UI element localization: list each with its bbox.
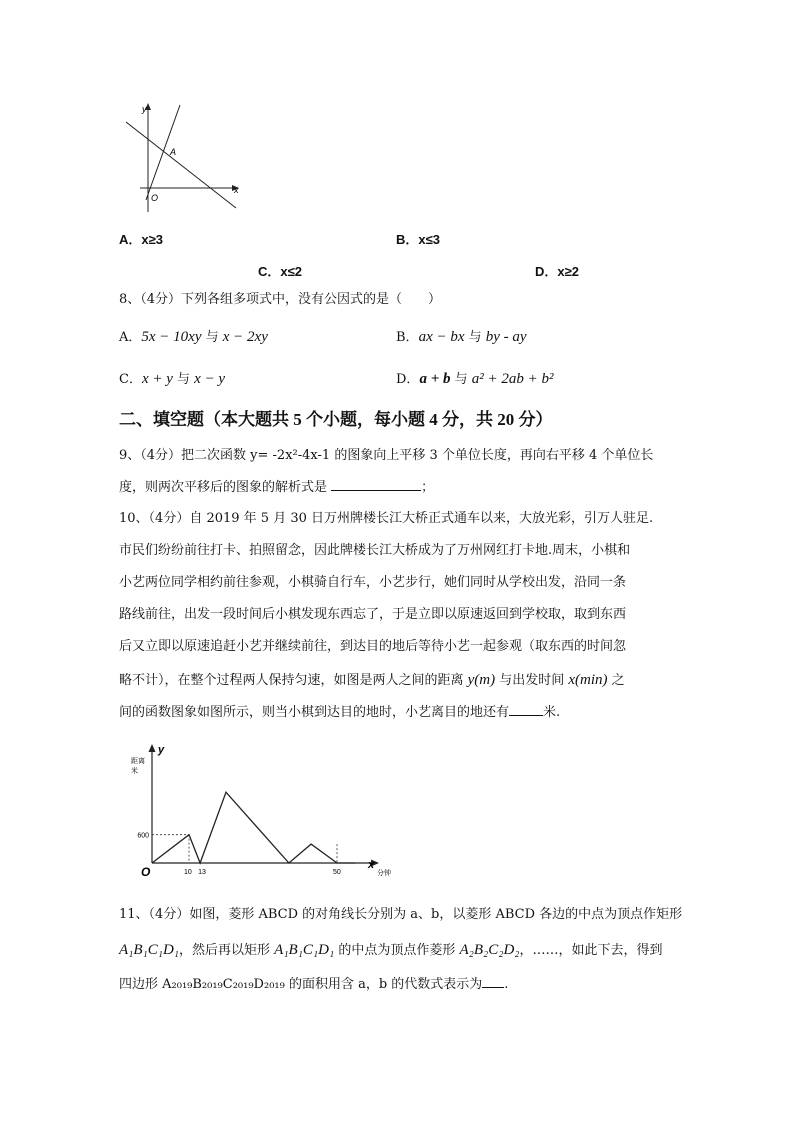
q8-d-expr1: a + b [419,371,451,387]
q8-c-expr2: x − y [194,371,226,387]
q9-line-1: 9、（4分）把二次函数 y= -2x²-4x-1 的图象向上平移 3 个单位长度，再向右平移 4 个单位长 [119,448,654,463]
q10-line-6-text: 略不计），在整个过程两人保持匀速，如图是两人之间的距离 [119,673,468,688]
q10-line-7-text: 间的函数图象如图所示，则当小棋到达目的地时，小艺离目的地还有 [119,705,510,720]
q10-line-5: 后又立即以原速追赶小艺并继续前往，到达目的地后等待小艺一起参观（取东西的时间忽 [119,639,627,654]
q8-b-join: 与 [464,330,486,345]
y-tick-label-600: 600 [137,832,149,840]
section-2-heading: 二、填空题（本大题共 5 个小题，每小题 4 分，共 20 分） [119,410,553,429]
q11-rect-a1b1c1d1-again: A₁B₁C₁D₁ [274,942,335,958]
q10-line-4: 路线前往，出发一段时间后小棋发现东西忘了，于是立即以原速返回到学校取，取到东西 [119,607,627,622]
q8-c-join: 与 [172,372,195,387]
q8-c-expr1: x + y [141,371,173,387]
q9-line-2-end: ； [421,480,435,495]
x-tick-label-50: 50 [333,869,341,876]
q11-answer-blank[interactable] [482,973,504,988]
q8-option-a-letter: A． [119,330,142,345]
q11-rect-a1b1c1d1: A₁B₁C₁D₁ [119,942,180,958]
point-a-label: A [170,147,177,157]
q8-option-b[interactable] [396,326,527,346]
q10-answer-blank[interactable] [509,701,543,716]
q9-answer-blank[interactable] [331,476,421,491]
q10-y-m: y(m) [467,672,496,688]
q10-line-6-end: 之 [607,673,625,688]
q9-block [119,440,679,504]
origin-label: O [141,865,151,879]
q11-line-3 [119,970,679,1000]
q7-line-graph [118,100,248,215]
q10-distance-chart [130,742,392,880]
q8-d-join: 与 [450,372,472,387]
q8-stem: 8、（4分）下列各组多项式中，没有公因式的是（ ） [119,292,442,307]
q8-b-expr2: by - ay [485,329,527,345]
q11-line-3-text: 四边形 A₂₀₁₉B₂₀₁₉C₂₀₁₉D₂₀₁₉ 的面积用含 a，b 的代数式表示为 [119,977,483,992]
origin-label: O [151,193,159,203]
q8-b-expr1: ax − bx [418,329,465,345]
x-tick-label-10: 10 [184,869,192,876]
y-axis-arrow [149,744,156,752]
q10-line-7 [119,697,679,729]
x-axis-label: x [234,185,239,195]
q8-a-expr1: 5x − 10xy [141,329,202,345]
decreasing-line [126,122,236,208]
y-axis-title-line-1: 距离 [131,758,145,765]
q8-a-expr2: x − 2xy [222,329,268,345]
q10-line-2: 市民们纷纷前往打卡、拍照留念，因此牌楼长江大桥成为了万州网红打卡地.周末，小棋和 [119,543,631,558]
y-axis-label: y [142,104,147,114]
q8-option-c[interactable] [119,368,225,388]
q10-block [119,503,679,729]
q8-option-a[interactable] [119,326,268,346]
x-axis-letter: x [368,859,375,871]
q9-line-2 [119,472,679,504]
q7-option-c[interactable]: C．x≤2 [258,264,302,279]
q9-line-2-text: 度，则两次平移后的图象的解析式是 [119,480,332,495]
q11-line-3-end: . [504,977,509,992]
q11-line-1: 11、（4分）如图，菱形 ABCD 的对角线长分别为 a、b，以菱形 ABCD 各边的中点为顶点作矩形 [119,907,683,922]
q10-x-min: x(min) [568,672,608,688]
q8-d-expr2: a² + 2ab + b² [471,371,554,387]
y-axis-letter: y [158,744,165,756]
q8-option-d[interactable] [396,368,554,388]
q11-line-2-mid2: 的中点为顶点作菱形 [334,943,460,958]
q11-block [119,900,683,1000]
q8-option-c-letter: C． [119,372,142,387]
q7-option-a[interactable]: A．x≥3 [119,232,163,247]
x-axis-title: 分钟 [377,870,391,877]
q11-line-2-mid: ，然后再以矩形 [179,943,275,958]
q8-option-b-letter: B． [396,330,419,345]
q11-line-2 [119,930,679,970]
q10-line-3: 小艺两位同学相约前往参观，小棋骑自行车，小艺步行，她们同时从学校出发，沿同一条 [119,575,627,590]
distance-series-line [152,792,356,863]
q11-line-2-end: ，……，如此下去，得到 [519,943,663,958]
q10-line-1: 10、（4分）自 2019 年 5 月 30 日万州牌楼长江大桥正式通车以来，大放光彩，引万人驻足. [119,511,654,526]
q10-line-6-mid: 与出发时间 [495,673,569,688]
q10-line-6 [119,663,679,697]
q11-rhombus-a2b2c2d2: A₂B₂C₂D₂ [459,942,520,958]
q8-option-d-letter: D． [396,372,420,387]
y-axis-title-line-2: 米 [131,768,138,775]
q7-option-b[interactable]: B．x≤3 [396,232,440,247]
q7-option-d[interactable]: D．x≥2 [535,264,579,279]
x-tick-label-13: 13 [198,869,206,876]
q10-line-7-end: 米. [543,705,561,720]
q8-a-join: 与 [201,330,223,345]
